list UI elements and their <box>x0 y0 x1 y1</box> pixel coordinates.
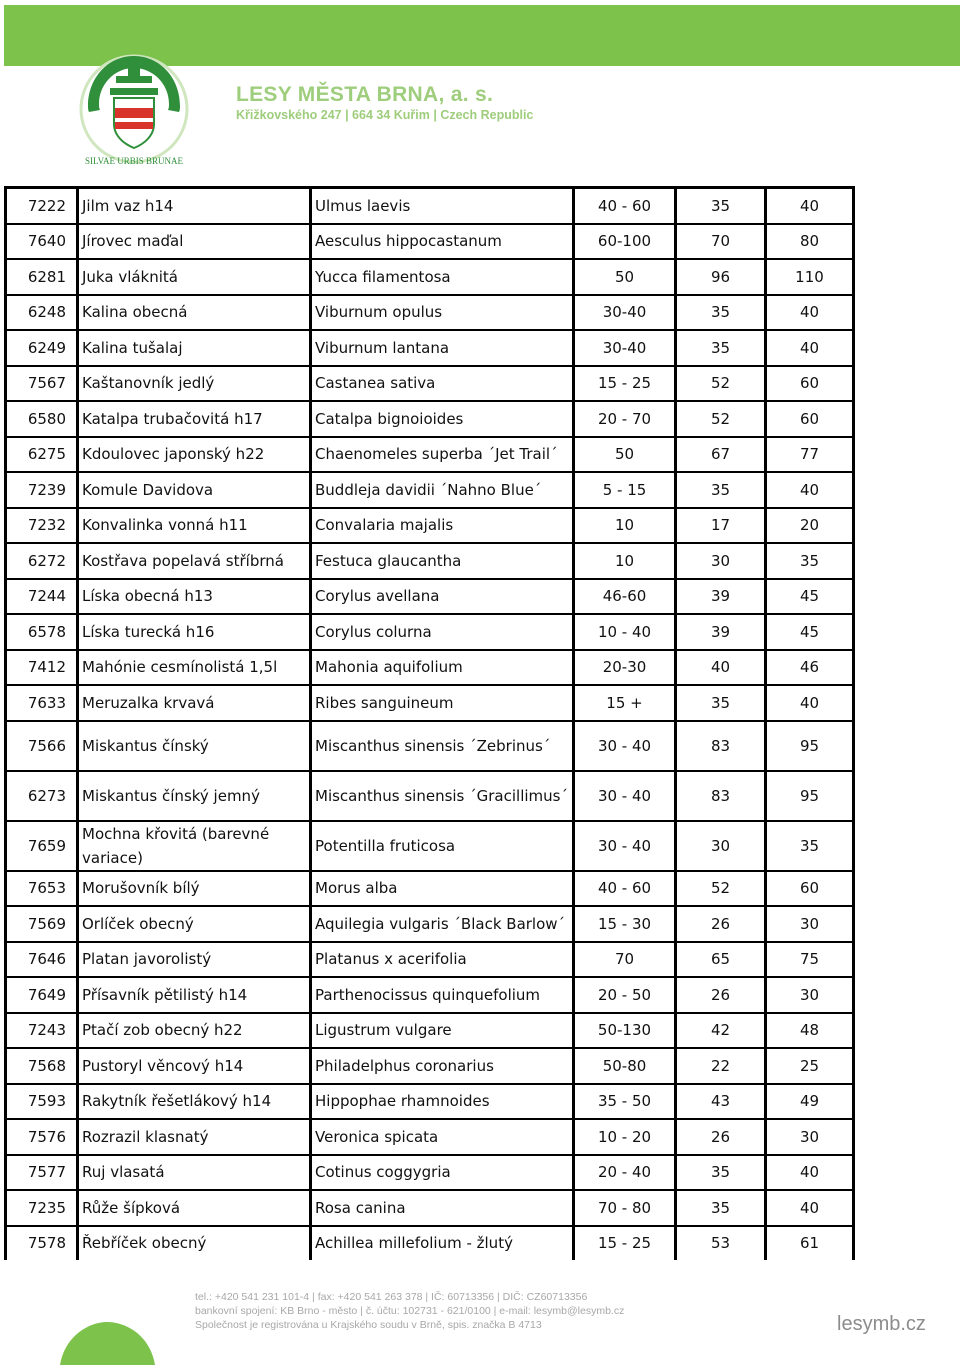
cell-height: 15 - 30 <box>574 906 676 942</box>
cell-code: 7659 <box>6 821 78 871</box>
table-row <box>6 771 854 821</box>
cell-czech-name: Platan javorolistý <box>78 942 311 978</box>
cell-code: 7244 <box>6 579 78 615</box>
table-row <box>6 650 854 686</box>
table-row <box>6 1084 854 1120</box>
cell-code: 6249 <box>6 330 78 366</box>
table-row <box>6 437 854 473</box>
cell-price-2: 46 <box>766 650 854 686</box>
table-row <box>6 508 854 544</box>
cell-price-1: 42 <box>676 1013 766 1049</box>
table-row <box>6 721 854 771</box>
cell-czech-name: Jilm vaz h14 <box>78 188 311 224</box>
table-row <box>6 330 854 366</box>
cell-height: 10 - 20 <box>574 1119 676 1155</box>
cell-price-2: 20 <box>766 508 854 544</box>
cell-latin-name: Morus alba <box>311 871 574 907</box>
cell-latin-name: Miscanthus sinensis ´Zebrinus´ <box>311 721 574 771</box>
cell-latin-name: Convalaria majalis <box>311 508 574 544</box>
cell-height: 5 - 15 <box>574 472 676 508</box>
cell-czech-name: Kalina tušalaj <box>78 330 311 366</box>
table-row <box>6 871 854 907</box>
cell-price-2: 40 <box>766 685 854 721</box>
cell-code: 7568 <box>6 1048 78 1084</box>
cell-height: 15 + <box>574 685 676 721</box>
cell-code: 7222 <box>6 188 78 224</box>
cell-czech-name: Katalpa trubačovitá h17 <box>78 401 311 437</box>
cell-height: 46-60 <box>574 579 676 615</box>
cell-height: 10 <box>574 508 676 544</box>
cell-price-2: 45 <box>766 579 854 615</box>
cell-latin-name: Aesculus hippocastanum <box>311 224 574 260</box>
cell-height: 30 - 40 <box>574 771 676 821</box>
cell-czech-name: Mahónie cesmínolistá 1,5l <box>78 650 311 686</box>
cell-czech-name: Mochna křovitá (barevné variace) <box>78 821 311 871</box>
cell-latin-name: Viburnum opulus <box>311 295 574 331</box>
cell-price-2: 30 <box>766 977 854 1013</box>
cell-latin-name: Chaenomeles superba ´Jet Trail´ <box>311 437 574 473</box>
cell-code: 6273 <box>6 771 78 821</box>
cell-price-2: 110 <box>766 259 854 295</box>
cell-height: 10 <box>574 543 676 579</box>
cell-code: 6275 <box>6 437 78 473</box>
cell-czech-name: Juka vláknitá <box>78 259 311 295</box>
cell-code: 7232 <box>6 508 78 544</box>
cell-price-1: 43 <box>676 1084 766 1120</box>
table-row <box>6 1226 854 1261</box>
cell-code: 7653 <box>6 871 78 907</box>
cell-height: 30-40 <box>574 295 676 331</box>
cell-price-2: 35 <box>766 543 854 579</box>
cell-latin-name: Festuca glaucantha <box>311 543 574 579</box>
cell-latin-name: Castanea sativa <box>311 366 574 402</box>
cell-code: 7235 <box>6 1190 78 1226</box>
cell-price-1: 35 <box>676 472 766 508</box>
table-row <box>6 188 854 224</box>
cell-price-1: 40 <box>676 650 766 686</box>
cell-latin-name: Ulmus laevis <box>311 188 574 224</box>
cell-height: 30-40 <box>574 330 676 366</box>
cell-latin-name: Viburnum lantana <box>311 330 574 366</box>
cell-height: 20 - 70 <box>574 401 676 437</box>
cell-czech-name: Přísavník pětilistý h14 <box>78 977 311 1013</box>
company-address: Křižkovského 247 | 664 34 Kuřim | Czech Republic <box>236 108 534 122</box>
cell-price-2: 80 <box>766 224 854 260</box>
cell-code: 7577 <box>6 1155 78 1191</box>
cell-price-2: 40 <box>766 472 854 508</box>
cell-height: 70 <box>574 942 676 978</box>
table-row <box>6 579 854 615</box>
table-row <box>6 977 854 1013</box>
cell-code: 7239 <box>6 472 78 508</box>
footer-line-3: Společnost je registrována u Krajského soudu v Brně, spis. značka B 4713 <box>195 1319 542 1331</box>
cell-price-2: 60 <box>766 401 854 437</box>
cell-height: 20-30 <box>574 650 676 686</box>
cell-price-2: 30 <box>766 1119 854 1155</box>
cell-price-1: 35 <box>676 188 766 224</box>
cell-price-1: 70 <box>676 224 766 260</box>
cell-height: 20 - 50 <box>574 977 676 1013</box>
cell-code: 7566 <box>6 721 78 771</box>
cell-price-1: 17 <box>676 508 766 544</box>
cell-latin-name: Platanus x acerifolia <box>311 942 574 978</box>
table-row <box>6 1013 854 1049</box>
cell-price-2: 61 <box>766 1226 854 1261</box>
cell-latin-name: Cotinus coggygria <box>311 1155 574 1191</box>
cell-code: 7633 <box>6 685 78 721</box>
cell-code: 6578 <box>6 614 78 650</box>
cell-height: 30 - 40 <box>574 721 676 771</box>
cell-czech-name: Miskantus čínský <box>78 721 311 771</box>
cell-height: 30 - 40 <box>574 821 676 871</box>
cell-price-2: 40 <box>766 1190 854 1226</box>
cell-czech-name: Miskantus čínský jemný <box>78 771 311 821</box>
table-row <box>6 295 854 331</box>
cell-price-2: 60 <box>766 871 854 907</box>
cell-code: 7593 <box>6 1084 78 1120</box>
cell-height: 40 - 60 <box>574 871 676 907</box>
cell-price-2: 45 <box>766 614 854 650</box>
cell-price-1: 35 <box>676 1190 766 1226</box>
cell-price-2: 40 <box>766 1155 854 1191</box>
cell-height: 20 - 40 <box>574 1155 676 1191</box>
cell-czech-name: Kdoulovec japonský h22 <box>78 437 311 473</box>
cell-czech-name: Komule Davidova <box>78 472 311 508</box>
cell-czech-name: Ruj vlasatá <box>78 1155 311 1191</box>
cell-latin-name: Aquilegia vulgaris ´Black Barlow´ <box>311 906 574 942</box>
cell-czech-name: Ptačí zob obecný h22 <box>78 1013 311 1049</box>
cell-price-1: 26 <box>676 906 766 942</box>
footer-line-2: bankovní spojení: KB Brno - město | č. účtu: 102731 - 621/0100 | e-mail: lesymb@lesymb.cz <box>195 1305 625 1317</box>
cell-height: 50-130 <box>574 1013 676 1049</box>
cell-code: 7640 <box>6 224 78 260</box>
cell-latin-name: Philadelphus coronarius <box>311 1048 574 1084</box>
cell-price-1: 39 <box>676 579 766 615</box>
cell-price-1: 83 <box>676 771 766 821</box>
cell-czech-name: Jírovec maďal <box>78 224 311 260</box>
cell-height: 50-80 <box>574 1048 676 1084</box>
cell-latin-name: Rosa canina <box>311 1190 574 1226</box>
cell-price-1: 96 <box>676 259 766 295</box>
cell-code: 6272 <box>6 543 78 579</box>
cell-latin-name: Ligustrum vulgare <box>311 1013 574 1049</box>
cell-latin-name: Veronica spicata <box>311 1119 574 1155</box>
cell-height: 10 - 40 <box>574 614 676 650</box>
cell-price-1: 35 <box>676 685 766 721</box>
cell-height: 15 - 25 <box>574 1226 676 1261</box>
cell-code: 6281 <box>6 259 78 295</box>
cell-price-1: 67 <box>676 437 766 473</box>
company-logo <box>78 48 190 170</box>
cell-price-2: 40 <box>766 295 854 331</box>
cell-price-2: 35 <box>766 821 854 871</box>
plant-price-table <box>4 186 855 1260</box>
table-row <box>6 685 854 721</box>
cell-latin-name: Potentilla fruticosa <box>311 821 574 871</box>
logo-lettering: SILVAE URBIS BRUNAE <box>84 156 184 166</box>
cell-code: 7646 <box>6 942 78 978</box>
cell-czech-name: Morušovník bílý <box>78 871 311 907</box>
cell-latin-name: Ribes sanguineum <box>311 685 574 721</box>
cell-latin-name: Catalpa bignoioides <box>311 401 574 437</box>
cell-latin-name: Corylus avellana <box>311 579 574 615</box>
cell-latin-name: Mahonia aquifolium <box>311 650 574 686</box>
cell-price-1: 52 <box>676 871 766 907</box>
cell-price-1: 26 <box>676 1119 766 1155</box>
cell-czech-name: Růže šípková <box>78 1190 311 1226</box>
cell-price-1: 53 <box>676 1226 766 1261</box>
cell-height: 35 - 50 <box>574 1084 676 1120</box>
cell-price-2: 77 <box>766 437 854 473</box>
cell-height: 40 - 60 <box>574 188 676 224</box>
cell-price-2: 95 <box>766 771 854 821</box>
footer-contact <box>195 1290 624 1332</box>
footer-website[interactable]: lesymb.cz <box>837 1313 926 1335</box>
table-row <box>6 1119 854 1155</box>
cell-code: 7412 <box>6 650 78 686</box>
cell-code: 7567 <box>6 366 78 402</box>
cell-price-2: 30 <box>766 906 854 942</box>
cell-czech-name: Pustoryl věncový h14 <box>78 1048 311 1084</box>
cell-code: 7578 <box>6 1226 78 1261</box>
cell-code: 6580 <box>6 401 78 437</box>
cell-price-1: 52 <box>676 366 766 402</box>
cell-code: 6248 <box>6 295 78 331</box>
cell-height: 70 - 80 <box>574 1190 676 1226</box>
cell-czech-name: Kostřava popelavá stříbrná <box>78 543 311 579</box>
table-row <box>6 906 854 942</box>
cell-price-1: 65 <box>676 942 766 978</box>
cell-czech-name: Kalina obecná <box>78 295 311 331</box>
table-row <box>6 1048 854 1084</box>
cell-code: 7649 <box>6 977 78 1013</box>
cell-latin-name: Buddleja davidii ´Nahno Blue´ <box>311 472 574 508</box>
cell-price-1: 52 <box>676 401 766 437</box>
table-row <box>6 472 854 508</box>
cell-price-2: 40 <box>766 188 854 224</box>
footer-green-corner <box>60 1320 155 1365</box>
cell-price-2: 40 <box>766 330 854 366</box>
table-row <box>6 942 854 978</box>
cell-czech-name: Meruzalka krvavá <box>78 685 311 721</box>
table-row <box>6 259 854 295</box>
cell-price-1: 39 <box>676 614 766 650</box>
footer-line-1: tel.: +420 541 231 101-4 | fax: +420 541 263 378 | IČ: 60713356 | DIČ: CZ60713356 <box>195 1291 588 1303</box>
cell-price-2: 49 <box>766 1084 854 1120</box>
cell-code: 7576 <box>6 1119 78 1155</box>
cell-price-1: 83 <box>676 721 766 771</box>
company-name: LESY MĚSTA BRNA, a. s. <box>236 83 494 106</box>
cell-height: 50 <box>574 259 676 295</box>
cell-latin-name: Yucca filamentosa <box>311 259 574 295</box>
cell-height: 15 - 25 <box>574 366 676 402</box>
cell-latin-name: Hippophae rhamnoides <box>311 1084 574 1120</box>
cell-price-2: 48 <box>766 1013 854 1049</box>
cell-price-1: 26 <box>676 977 766 1013</box>
cell-czech-name: Rakytník řešetlákový h14 <box>78 1084 311 1120</box>
cell-price-1: 30 <box>676 821 766 871</box>
cell-latin-name: Achillea millefolium - žlutý <box>311 1226 574 1261</box>
table-row <box>6 224 854 260</box>
cell-price-1: 30 <box>676 543 766 579</box>
cell-czech-name: Řebříček obecný <box>78 1226 311 1261</box>
cell-czech-name: Líska turecká h16 <box>78 614 311 650</box>
cell-height: 60-100 <box>574 224 676 260</box>
cell-czech-name: Líska obecná h13 <box>78 579 311 615</box>
cell-price-1: 35 <box>676 330 766 366</box>
cell-price-1: 22 <box>676 1048 766 1084</box>
cell-czech-name: Konvalinka vonná h11 <box>78 508 311 544</box>
cell-price-1: 35 <box>676 295 766 331</box>
cell-price-2: 25 <box>766 1048 854 1084</box>
cell-latin-name: Miscanthus sinensis ´Gracillimus´ <box>311 771 574 821</box>
cell-latin-name: Corylus colurna <box>311 614 574 650</box>
cell-price-1: 35 <box>676 1155 766 1191</box>
table-row <box>6 821 854 871</box>
cell-code: 7569 <box>6 906 78 942</box>
table-row <box>6 1190 854 1226</box>
cell-price-2: 95 <box>766 721 854 771</box>
table-row <box>6 614 854 650</box>
cell-price-2: 60 <box>766 366 854 402</box>
table-row <box>6 1155 854 1191</box>
cell-height: 50 <box>574 437 676 473</box>
cell-price-2: 75 <box>766 942 854 978</box>
cell-code: 7243 <box>6 1013 78 1049</box>
table-row <box>6 543 854 579</box>
cell-czech-name: Orlíček obecný <box>78 906 311 942</box>
table-row <box>6 401 854 437</box>
table-row <box>6 366 854 402</box>
cell-czech-name: Kaštanovník jedlý <box>78 366 311 402</box>
cell-czech-name: Rozrazil klasnatý <box>78 1119 311 1155</box>
cell-latin-name: Parthenocissus quinquefolium <box>311 977 574 1013</box>
